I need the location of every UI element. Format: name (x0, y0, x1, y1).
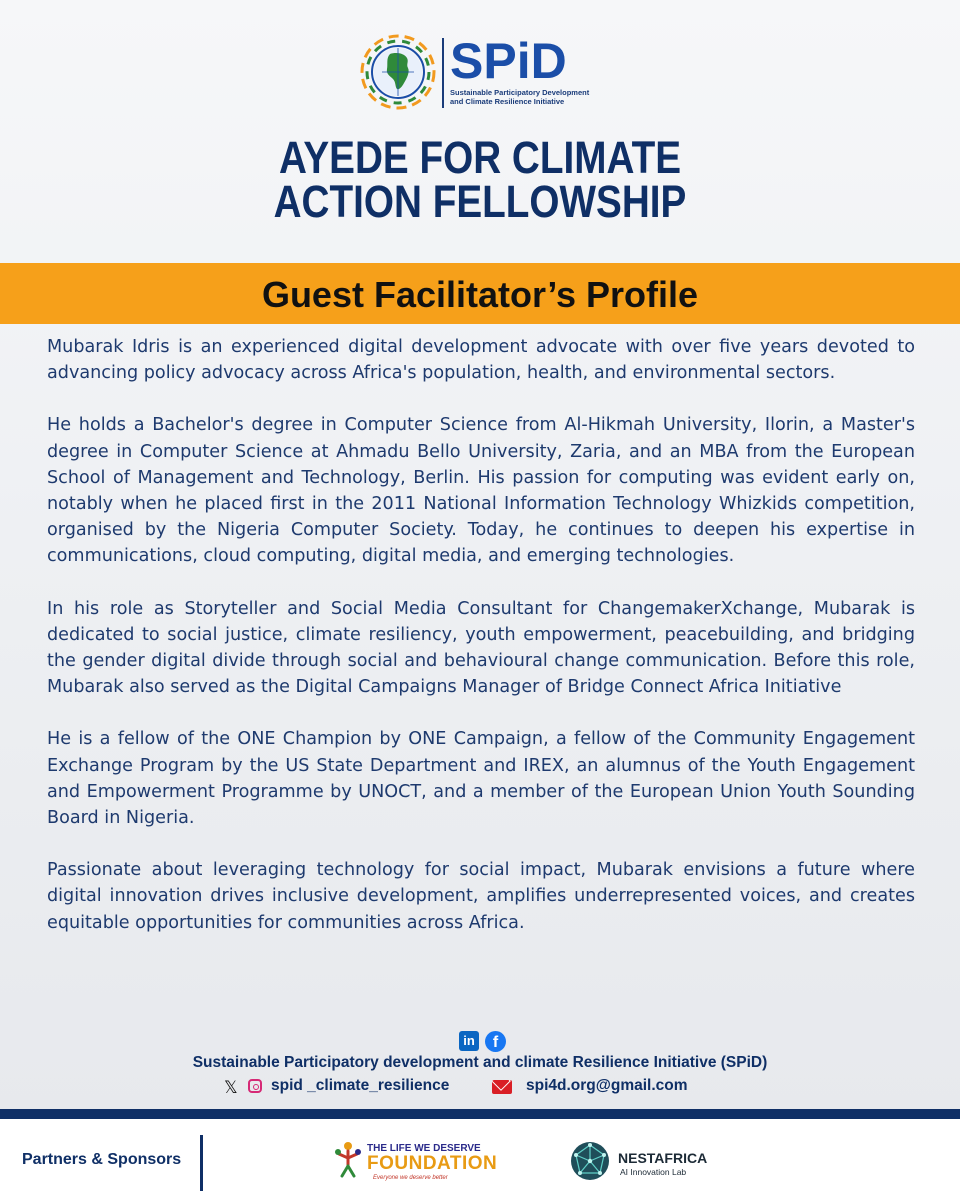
profile-paragraph-4: He is a fellow of the ONE Champion by ONE Campaign, a fellow of the Community Engagement Exchange Program by the US State Department and IREX, an alumnus of the Youth Engagement and Empowerment Programme by UNOCT, and a member of the European Union Youth Sounding Board in Nigeria. (47, 729, 915, 829)
profile-paragraph-5: Passionate about leveraging technology for social impact, Mubarak envisions a future where digital innovation drives inclusive development, amplifies underrepresented voices, and creates equitable opportunities for communities across Africa. (47, 860, 915, 933)
page-title-line-2: ACTION FELLOWSHIP (273, 176, 687, 227)
section-banner (0, 263, 960, 324)
profile-paragraph-1: Mubarak Idris is an experienced digital development advocate with over five years devoted to advancing policy advocacy across Africa's population, health, and environmental sectors. (47, 337, 915, 384)
logo-wordmark: SPiD (450, 33, 567, 89)
linkedin-icon[interactable]: in (459, 1031, 479, 1051)
profile-body (47, 334, 915, 936)
banner-title: Guest Facilitator’s Profile (261, 274, 699, 315)
partner1-line1: THE LIFE WE DESERVE (367, 1143, 481, 1154)
logo-tagline-2: and Climate Resilience Initiative (450, 97, 565, 106)
footer (0, 1119, 960, 1200)
organization-name: Sustainable Participatory development and climate Resilience Initiative (SPiD) (192, 1054, 768, 1071)
partner1-tagline: Everyone we deserve better (373, 1175, 448, 1181)
partners-label: Partners & Sponsors (22, 1151, 182, 1168)
x-icon[interactable]: 𝕏 (224, 1078, 238, 1098)
network-globe-icon (568, 1139, 612, 1183)
footer-divider-bar (0, 1109, 960, 1119)
instagram-icon[interactable] (248, 1079, 262, 1093)
page-title (67, 132, 893, 227)
logo-tagline-1: Sustainable Participatory Development (450, 88, 590, 97)
profile-paragraph-2: He holds a Bachelor's degree in Computer Science from Al-Hikmah University, Ilorin, a Master's degree in Computer Science at Ahmadu Bello University, Zaria, and an MBA from the European School of Management and Technology, Berlin. His passion for computing was evident early on, notably when he placed first in the 2011 National Information Technology Whizkids competition, organised by the Nigeria Computer Society. Today, he continues to deepen his expertise in communications, cloud computing, digital media, and emerging technologies. (47, 415, 915, 567)
partner-logo-nestafrica (568, 1139, 728, 1189)
page-title-line-1: AYEDE FOR CLIMATE (278, 132, 682, 183)
logo-divider (442, 38, 444, 108)
mail-icon (492, 1080, 512, 1094)
globe-logo-icon (360, 34, 436, 110)
social-handle[interactable]: spid _climate_resilience (271, 1077, 450, 1094)
spid-logo (360, 34, 600, 114)
contact-row (0, 1076, 960, 1100)
partner2-name: NESTAFRICA (618, 1150, 708, 1166)
footer-vertical-divider (200, 1135, 203, 1191)
partner1-line2: FOUNDATION (367, 1153, 498, 1174)
partner2-subtitle: AI Innovation Lab (620, 1167, 687, 1177)
email-address[interactable]: spi4d.org@gmail.com (526, 1077, 688, 1094)
people-icon (333, 1140, 363, 1178)
facebook-icon[interactable]: f (485, 1031, 506, 1052)
partner-logo-life-we-deserve (333, 1140, 498, 1190)
profile-paragraph-3: In his role as Storyteller and Social Media Consultant for ChangemakerXchange, Mubarak is dedicated to social justice, climate resiliency, youth empowerment, peacebuilding, and bridging the gender digital divide through social and behavioural change communication. Before this role, Mubarak also served as the Digital Campaigns Manager of Bridge Connect Africa Initiative (47, 598, 915, 698)
